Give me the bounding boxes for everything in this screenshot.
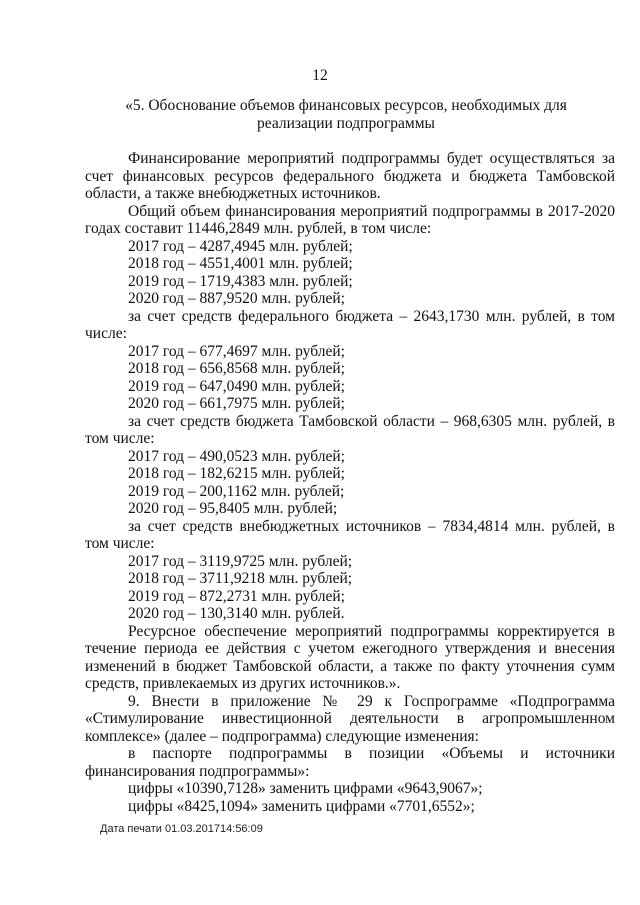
list-item: 2018 год – 4551,4001 млн. рублей;: [128, 255, 353, 272]
paragraph-total-volume: Общий объем финансирования мероприятий подпрограммы в 2017-2020 годах составит 11446,2849 млн. рублей, в том числе:: [85, 202, 615, 237]
section-heading: «5. Обоснование объемов финансовых ресурсов, необходимых для реализации подпрограммы: [125, 97, 567, 132]
paragraph-resource-provision: Ресурсное обеспечение мероприятий подпрограммы корректируется в течение периода ее действия с учетом ежегодного утверждения и внесения изменений в бюджет Тамбовской области, а также по факту уточнения сумм средств, привлекаемых из других источников.».: [85, 622, 615, 692]
list-item: 2020 год – 130,3140 млн. рублей.: [128, 605, 345, 622]
list-item: 2020 год – 95,8405 млн. рублей;: [128, 500, 338, 517]
list-item: 2017 год – 4287,4945 млн. рублей;: [128, 237, 353, 255]
paragraph-federal-budget: за счет средств федерального бюджета – 2643,1730 млн. рублей, в том числе:: [85, 307, 615, 342]
list-item: 2020 год – 661,7975 млн. рублей;: [128, 395, 345, 412]
paragraph-passport-position: в паспорте подпрограммы в позиции «Объемы и источники финансирования подпрограммы»:: [85, 745, 615, 780]
paragraph-item-9: 9. Внести в приложение № 29 к Госпрограмме «Подпрограмма «Стимулирование инвестиционной деятельности в агропромышленном комплексе» (далее – подпрограмма) следующие изменения:: [85, 692, 615, 745]
list-item: 2019 год – 872,2731 млн. рублей;: [128, 587, 345, 605]
print-date-footer: Дата печати 01.03.201714:56:09: [100, 823, 263, 835]
paragraph-replace-figures-2: цифры «8425,1094» заменить цифрами «7701,6552»;: [128, 797, 475, 815]
list-item: 2019 год – 647,0490 млн. рублей;: [128, 377, 345, 395]
list-item: 2018 год – 656,8568 млн. рублей;: [128, 360, 345, 377]
list-item: 2019 год – 1719,4383 млн. рублей;: [128, 272, 353, 290]
paragraph-replace-figures-1: цифры «10390,7128» заменить цифрами «9643,9067»;: [128, 780, 483, 797]
list-item: 2017 год – 677,4697 млн. рублей;: [128, 342, 345, 360]
list-item: 2017 год – 490,0523 млн. рублей;: [128, 447, 345, 465]
list-item: 2019 год – 200,1162 млн. рублей;: [128, 482, 345, 500]
page-number: 12: [312, 67, 328, 84]
paragraph-regional-budget: за счет средств бюджета Тамбовской области – 968,6305 млн. рублей, в том числе:: [85, 412, 615, 447]
paragraph-funding-sources: Финансирование мероприятий подпрограммы будет осуществляться за счет финансовых ресурсов федерального бюджета и бюджета Тамбовской области, а также внебюджетных источников.: [85, 150, 615, 202]
list-item: 2017 год – 3119,9725 млн. рублей;: [128, 552, 353, 570]
list-item: 2018 год – 3711,9218 млн. рублей;: [128, 570, 353, 587]
paragraph-extrabudget: за счет средств внебюджетных источников – 7834,4814 млн. рублей, в том числе:: [85, 517, 615, 552]
list-item: 2020 год – 887,9520 млн. рублей;: [128, 290, 345, 307]
list-item: 2018 год – 182,6215 млн. рублей;: [128, 465, 345, 482]
document-body: [85, 150, 615, 815]
